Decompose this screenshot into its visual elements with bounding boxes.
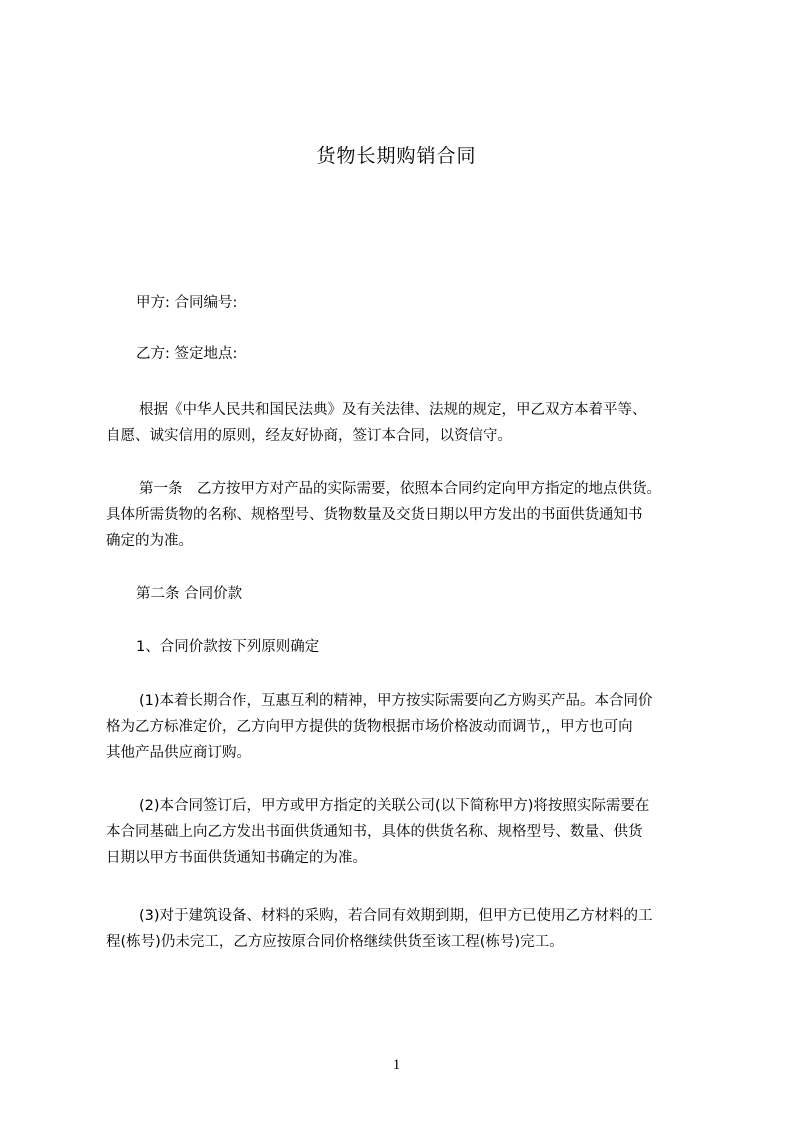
clause-2-line-1: (2)本合同签订后，甲方或甲方指定的关联公司(以下简称甲方)将按照实际需要在 (139, 798, 650, 814)
article-2-heading: 第二条 合同价款 (136, 586, 243, 602)
preamble-paragraph (106, 397, 647, 449)
contract-title: 货物长期购销合同 (316, 145, 477, 167)
clause-2-line-3: 日期以甲方书面供货通知书确定的为准。 (106, 850, 367, 866)
party-a-line: 甲方: 合同编号: (136, 295, 238, 311)
clause-2-line-2: 本合同基础上向乙方发出书面供货通知书，具体的供货名称、规格型号、数量、供货 (106, 824, 643, 840)
clause-2-paragraph (106, 793, 649, 871)
pricing-principle: 1、合同价款按下列原则确定 (136, 639, 320, 655)
article-1-line-3: 确定的为准。 (106, 533, 193, 549)
article-1-line-2: 具体所需货物的名称、规格型号、货物数量及交货日期以甲方发出的书面供货通知书 (106, 507, 643, 523)
clause-1-paragraph (106, 688, 653, 766)
clause-1-line-2: 格为乙方标准定价，乙方向甲方提供的货物根据市场价格波动而调节,，甲方也可向 (106, 719, 633, 735)
clause-1-line-1: (1)本着长期合作，互惠互利的精神，甲方按实际需要向乙方购买产品。本合同价 (139, 693, 653, 709)
preamble-line-1: 根据《中华人民共和国民法典》及有关法律、法规的规定，甲乙双方本着平等、 (139, 402, 647, 418)
clause-3-line-2: 程(栋号)仍未完工，乙方应按原合同价格继续供货至该工程(栋号)完工。 (106, 934, 564, 950)
page-number: 1 (392, 1057, 401, 1073)
article-1-paragraph (106, 476, 661, 554)
clause-3-line-1: (3)对于建筑设备、材料的采购，若合同有效期到期，但甲方已使用乙方材料的工 (139, 908, 653, 924)
clause-3-paragraph (106, 903, 653, 955)
preamble-line-2: 自愿、诚实信用的原则，经友好协商，签订本合同，以资信守。 (106, 428, 512, 444)
article-1-line-1: 第一条 乙方按甲方对产品的实际需要，依照本合同约定向甲方指定的地点供货。 (139, 481, 661, 497)
party-b-line: 乙方: 签定地点: (136, 346, 238, 362)
clause-1-line-3: 其他产品供应商订购。 (106, 745, 251, 761)
